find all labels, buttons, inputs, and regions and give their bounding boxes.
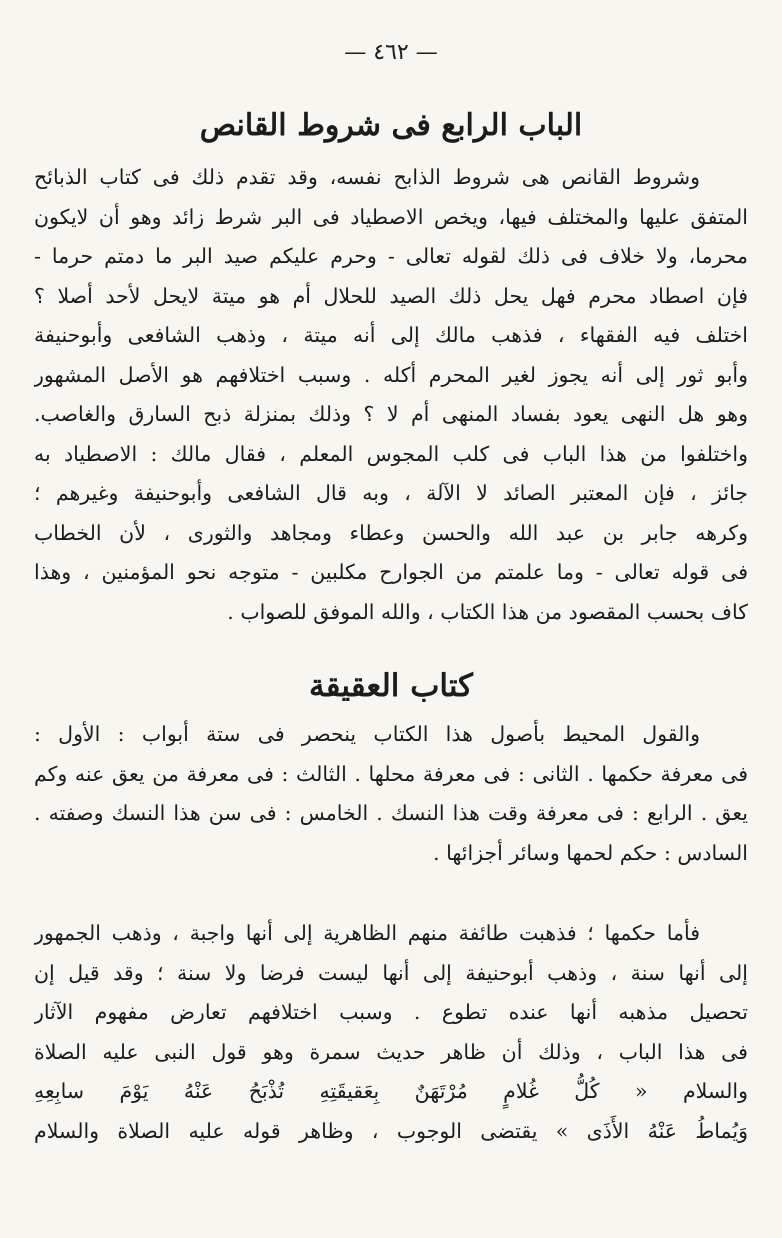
text-line: وهو هل النهى يعود بفساد المنهى أم لا ؟ وذلك بمنزلة ذبح السارق والغاصب. xyxy=(34,402,748,426)
text-line: فى هذا الباب ، وذلك أن ظاهر حديث سمرة وهو قول النبى عليه الصلاة xyxy=(34,1039,748,1064)
page-number: — ٤٦٢ — xyxy=(344,40,438,65)
text-line: فى قوله تعالى - وما علمتم من الجوارح مكلبين - متوجه نحو المؤمنين ، وهذا xyxy=(34,560,748,584)
paragraph-hunter-conditions xyxy=(34,158,748,632)
text-line: واختلفوا من هذا الباب فى كلب المجوس المعلم ، فقال مالك : الاصطياد به xyxy=(34,441,748,466)
text-line: وكرهه جابر بن عبد الله والحسن وعطاء ومجاهد والثورى ، لأن الخطاب xyxy=(34,520,748,545)
text-line: المتفق عليها والمختلف فيها، ويخص الاصطياد فى البر شرط زائد وهو أن لايكون xyxy=(34,204,748,229)
book-heading: كتاب العقيقة xyxy=(309,668,473,704)
paragraph-aqiqa-intro xyxy=(34,715,748,873)
text-line: تحصيل مذهبه أنها عنده تطوع . وسبب اختلافهم تعارض مفهوم الآثار xyxy=(34,1000,748,1024)
text-line: وَيُماطُ عَنْهُ الأَذَى » يقتضى الوجوب ، وظاهر قوله عليه الصلاة والسلام xyxy=(34,1118,748,1143)
paragraph-aqiqa-ruling xyxy=(34,914,748,1151)
text-line: إلى أنها سنة ، وذهب أبوحنيفة إلى أنها ليست فرضا ولا سنة ؛ وقد قيل إن xyxy=(34,960,748,985)
text-line: فإن اصطاد محرم فهل يحل ذلك الصيد للحلال أم هو ميتة لايحل لأحد أصلا ؟ xyxy=(34,283,748,308)
text-line: محرما، ولا خلاف فى ذلك لقوله تعالى - وحرم عليكم صيد البر ما دمتم حرما - xyxy=(34,244,748,268)
text-line: فى معرفة حكمها . الثانى : فى معرفة محلها . الثالث : فى معرفة من يعق عنه وكم xyxy=(34,761,748,786)
text-line: وشروط القانص هى شروط الذابح نفسه، وقد تقدم ذلك فى كتاب الذبائح xyxy=(34,165,700,189)
chapter-heading: الباب الرابع فى شروط القانص xyxy=(199,108,583,143)
text-line: كاف بحسب المقصود من هذا الكتاب ، والله الموفق للصواب . xyxy=(227,599,748,624)
text-line: وأبو ثور إلى أنه يجوز لغير المحرم أكله . وسبب اختلافهم هو الأصل المشهور xyxy=(34,362,748,387)
text-line: يعق . الرابع : فى معرفة وقت هذا النسك . الخامس : فى سن هذا النسك وصفته . xyxy=(34,801,748,825)
text-line: والقول المحيط بأصول هذا الكتاب ينحصر فى ستة أبواب : الأول : xyxy=(34,722,700,746)
text-line: والسلام « كُلُّ غُلامٍ مُرْتَهَنٌ بِعَقيقَتِهِ تُذْبَحُ عَنْهُ يَوْمَ سابِعِهِ xyxy=(34,1079,748,1103)
text-line: فأما حكمها ؛ فذهبت طائفة منهم الظاهرية إلى أنها واجبة ، وذهب الجمهور xyxy=(34,921,700,945)
text-line: اختلف فيه الفقهاء ، فذهب مالك إلى أنه ميتة ، وذهب الشافعى وأبوحنيفة xyxy=(34,323,748,347)
text-line: جائز ، فإن المعتبر الصائد لا الآلة ، وبه قال الشافعى وأبوحنيفة وغيرهم ؛ xyxy=(34,481,748,505)
text-line: السادس : حكم لحمها وسائر أجزائها . xyxy=(433,840,748,865)
